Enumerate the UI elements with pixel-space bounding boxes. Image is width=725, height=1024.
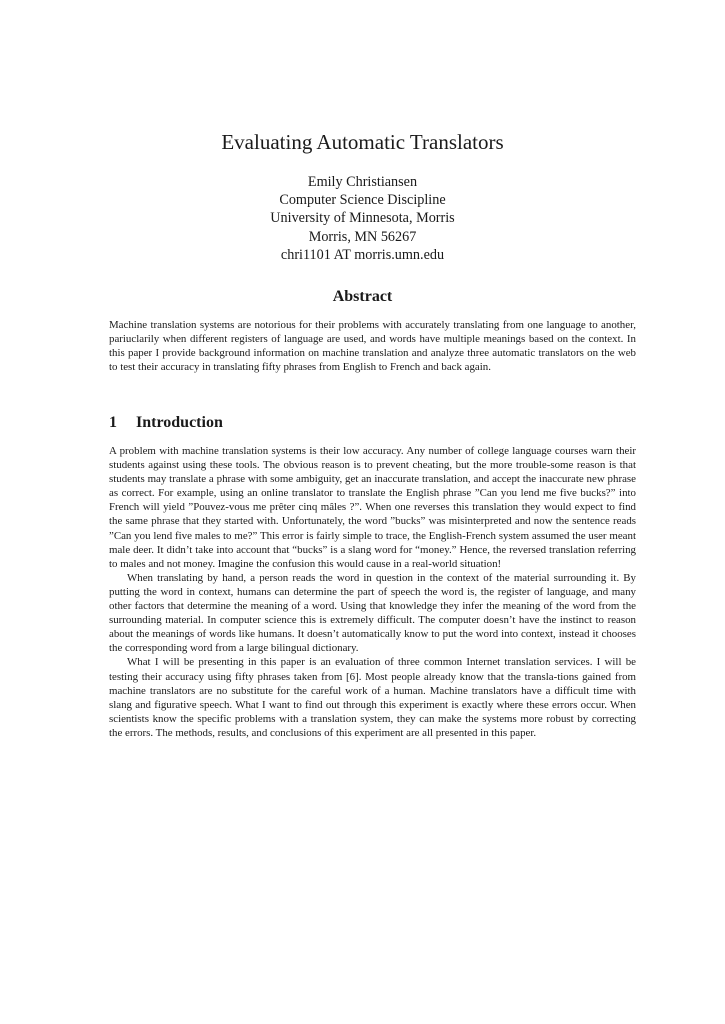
paper-title: Evaluating Automatic Translators — [221, 130, 504, 154]
author-name: Emily Christiansen — [307, 174, 418, 190]
introduction-body — [109, 444, 636, 740]
section-title: Introduction — [136, 414, 223, 431]
paragraph: What I will be presenting in this paper is an evaluation of three common Internet translation services. I will be testing their accuracy using fifty phrases taken from [6]. Most people already know that the transla-tions gained from machine translators are no substitute for the careful work of a human. Machine translators have a difficult time with slang and figurative speech. What I want to find out through this experiment is exactly where these errors occur. When scientists know the specific problems with a translation system, they can make the systems more robust by correcting the errors. The methods, results, and conclusions of this experiment are all presented in this paper. — [109, 656, 636, 739]
author-block — [0, 173, 725, 264]
author-department: Computer Science Discipline — [279, 192, 446, 209]
author-institution: University of Minnesota, Morris — [270, 210, 455, 227]
paragraph: When translating by hand, a person reads the word in question in the context of the material surrounding it. By putting the word in context, humans can determine the part of speech the word is, the register of language, and many other factors that determine the meaning of a word. Using that knowledge they infer the meaning of the word from the surrounding material. In computer science this is extremely difficult. The computer doesn’t have the instinct to reason about the meanings of words like humans. It doesn’t automatically know to put the word into context, instead it chooses the corresponding word from a large bilingual dictionary. — [109, 571, 636, 655]
author-address: Morris, MN 56267 — [308, 228, 417, 245]
section-number: 1 — [109, 414, 117, 431]
paragraph: A problem with machine translation systems is their low accuracy. Any number of college language courses warn their students against using these tools. The obvious reason is to prevent cheating, but the more trouble-some reason is that students may translate a phrase with some ambiguity, get an inaccurate translation, and accept the inaccurate new phrase as correct. For example, using an online translator to translate the English phrase ”Can you lend me five bucks?” into French will yield ”Pouvez-vous me prêter cinq mâles ?”. When one reverses this translation they would expect to find the same phrase that they started with. Unfortunately, the word ”bucks” was misinterpreted and now the sentence reads ”Can you lend five males to me?” This error is fairly simple to trace, the English-French system assumed the user meant male deer. It didn’t take into account that “bucks” is a slang word for “money.” Hence, the reversed translation referring to males and not money. Imagine the confusion this would cause in a real-world situation! — [109, 445, 636, 570]
section-heading-introduction — [109, 413, 223, 433]
author-email: chri1101 AT morris.umn.edu — [280, 246, 445, 263]
abstract-text: Machine translation systems are notorious for their problems with accurately translating from one language to another, pariuclarily when different registers of language are used, and words have multiple meanings based on the context. In this paper I provide background information on machine translation and analyze three automatic translators on the web to test their accuracy in translating fifty phrases from English to French and back again. — [109, 319, 636, 374]
abstract-heading: Abstract — [332, 288, 393, 305]
